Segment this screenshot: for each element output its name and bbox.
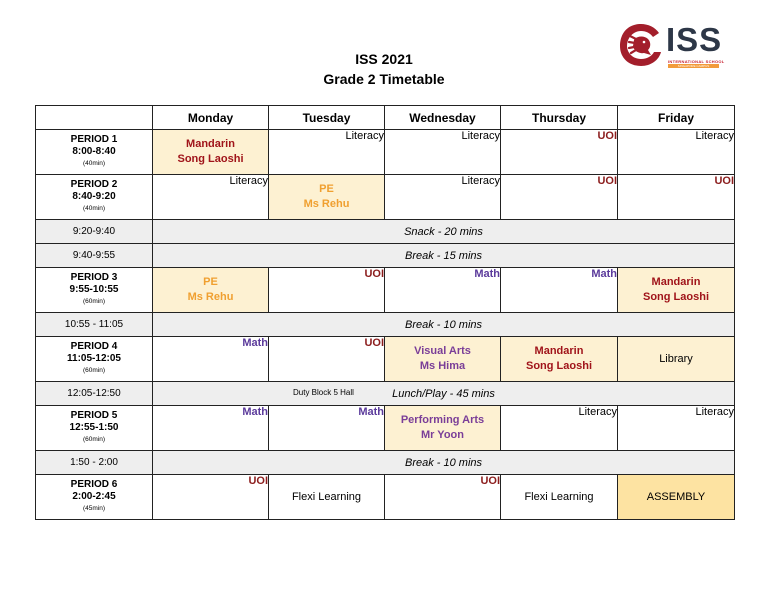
break-row <box>36 313 735 337</box>
break-row <box>36 220 735 244</box>
lesson-cell: Math <box>385 268 501 313</box>
lesson-cell: Literacy <box>618 130 735 175</box>
lesson-cell: Literacy <box>153 175 269 220</box>
lesson-teacher: Ms Rehu <box>303 198 350 210</box>
break-row <box>36 451 735 475</box>
period-label-cell <box>36 475 153 520</box>
period-name: PERIOD 1 <box>70 134 118 145</box>
day-header-monday: Monday <box>153 106 269 130</box>
lesson-cell <box>385 337 501 382</box>
lesson-subject: Visual Arts <box>414 345 471 357</box>
break-row <box>36 382 735 406</box>
lesson-subject: Mandarin <box>651 276 701 288</box>
period-name: PERIOD 6 <box>70 479 118 490</box>
period-time: 8:00-8:40 <box>72 146 116 157</box>
lesson-teacher: Ms Hima <box>419 360 466 372</box>
period-duration: (60min) <box>82 298 106 305</box>
lesson-teacher: Song Laoshi <box>177 153 244 165</box>
logo-text: ISS <box>666 21 723 58</box>
lesson-cell: Math <box>153 406 269 451</box>
period-duration: (60min) <box>82 367 106 374</box>
lesson-subject: Mandarin <box>534 345 584 357</box>
period-duration: (40min) <box>82 205 106 212</box>
day-header-tuesday: Tuesday <box>269 106 385 130</box>
lesson-cell: Math <box>269 406 385 451</box>
lesson-cell: UOI <box>269 337 385 382</box>
break-time: 12:05-12:50 <box>36 382 153 406</box>
period-name: PERIOD 2 <box>70 179 118 190</box>
break-row <box>36 244 735 268</box>
break-time: 1:50 - 2:00 <box>36 451 153 475</box>
break-label: Break - 15 mins <box>153 244 735 268</box>
lesson-cell <box>153 130 269 175</box>
school-logo <box>618 22 728 72</box>
break-time: 9:20-9:40 <box>36 220 153 244</box>
lesson-subject: PE <box>319 183 334 195</box>
break-label: Snack - 20 mins <box>153 220 735 244</box>
corner-cell <box>36 106 153 130</box>
lesson-cell <box>269 175 385 220</box>
lesson-cell: UOI <box>618 175 735 220</box>
lesson-cell: Literacy <box>269 130 385 175</box>
lesson-cell: UOI <box>501 175 618 220</box>
lesson-cell <box>618 268 735 313</box>
lesson-teacher: Song Laoshi <box>643 291 709 303</box>
logo-subtitle: INTERNATIONAL SCHOOL <box>668 59 725 64</box>
lion-icon <box>618 22 664 68</box>
period-time: 9:55-10:55 <box>69 284 119 295</box>
period-row-4 <box>36 337 735 382</box>
lesson-cell: Literacy <box>501 406 618 451</box>
period-label-cell <box>36 175 153 220</box>
period-duration: (40min) <box>82 160 106 167</box>
period-duration: (60min) <box>82 436 106 443</box>
header-row <box>36 106 735 130</box>
day-header-friday: Friday <box>618 106 735 130</box>
logo-campus: SINGAPORE CAMPUS <box>677 64 710 68</box>
lesson-cell: Library <box>618 337 735 382</box>
lesson-cell: Flexi Learning <box>269 475 385 520</box>
lesson-cell: Literacy <box>618 406 735 451</box>
period-time: 8:40-9:20 <box>72 191 116 202</box>
period-row-2 <box>36 175 735 220</box>
day-header-wednesday: Wednesday <box>385 106 501 130</box>
lesson-cell <box>153 268 269 313</box>
duty-note: Duty Block 5 Hall <box>293 388 354 397</box>
lesson-subject: Performing Arts <box>400 414 485 426</box>
lesson-cell: Math <box>153 337 269 382</box>
break-label: Break - 10 mins <box>153 313 735 337</box>
period-row-1 <box>36 130 735 175</box>
assembly-cell: ASSEMBLY <box>618 475 735 520</box>
page-subtitle: Grade 2 Timetable <box>323 71 445 87</box>
page-title: ISS 2021 <box>355 51 413 67</box>
break-cell <box>153 382 735 406</box>
lesson-subject: Mandarin <box>186 138 235 150</box>
period-label-cell <box>36 130 153 175</box>
timetable <box>35 105 735 520</box>
period-name: PERIOD 4 <box>70 341 118 352</box>
logo-campus-strip <box>668 64 719 68</box>
break-time: 10:55 - 11:05 <box>36 313 153 337</box>
period-row-3 <box>36 268 735 313</box>
period-label-cell <box>36 406 153 451</box>
period-label-cell <box>36 268 153 313</box>
lesson-cell: UOI <box>153 475 269 520</box>
period-name: PERIOD 5 <box>70 410 118 421</box>
lesson-cell: UOI <box>385 475 501 520</box>
lesson-cell <box>501 337 618 382</box>
lesson-cell: Math <box>501 268 618 313</box>
lesson-cell <box>385 406 501 451</box>
period-label-cell <box>36 337 153 382</box>
lesson-cell: Flexi Learning <box>501 475 618 520</box>
lesson-subject: PE <box>203 276 218 288</box>
lesson-teacher: Ms Rehu <box>187 291 234 303</box>
break-label: Lunch/Play - 45 mins <box>392 387 495 400</box>
period-row-6 <box>36 475 735 520</box>
period-name: PERIOD 3 <box>70 272 118 283</box>
period-duration: (45min) <box>82 505 106 512</box>
period-time: 11:05-12:05 <box>67 353 121 364</box>
period-time: 12:55-1:50 <box>69 422 119 433</box>
lesson-cell: Literacy <box>385 130 501 175</box>
day-header-thursday: Thursday <box>501 106 618 130</box>
lesson-teacher: Song Laoshi <box>526 360 592 372</box>
break-label: Break - 10 mins <box>153 451 735 475</box>
lesson-cell: Literacy <box>385 175 501 220</box>
period-time: 2:00-2:45 <box>72 491 116 502</box>
lesson-teacher: Mr Yoon <box>421 429 464 441</box>
period-row-5 <box>36 406 735 451</box>
lesson-cell: UOI <box>501 130 618 175</box>
break-time: 9:40-9:55 <box>36 244 153 268</box>
lesson-cell: UOI <box>269 268 385 313</box>
